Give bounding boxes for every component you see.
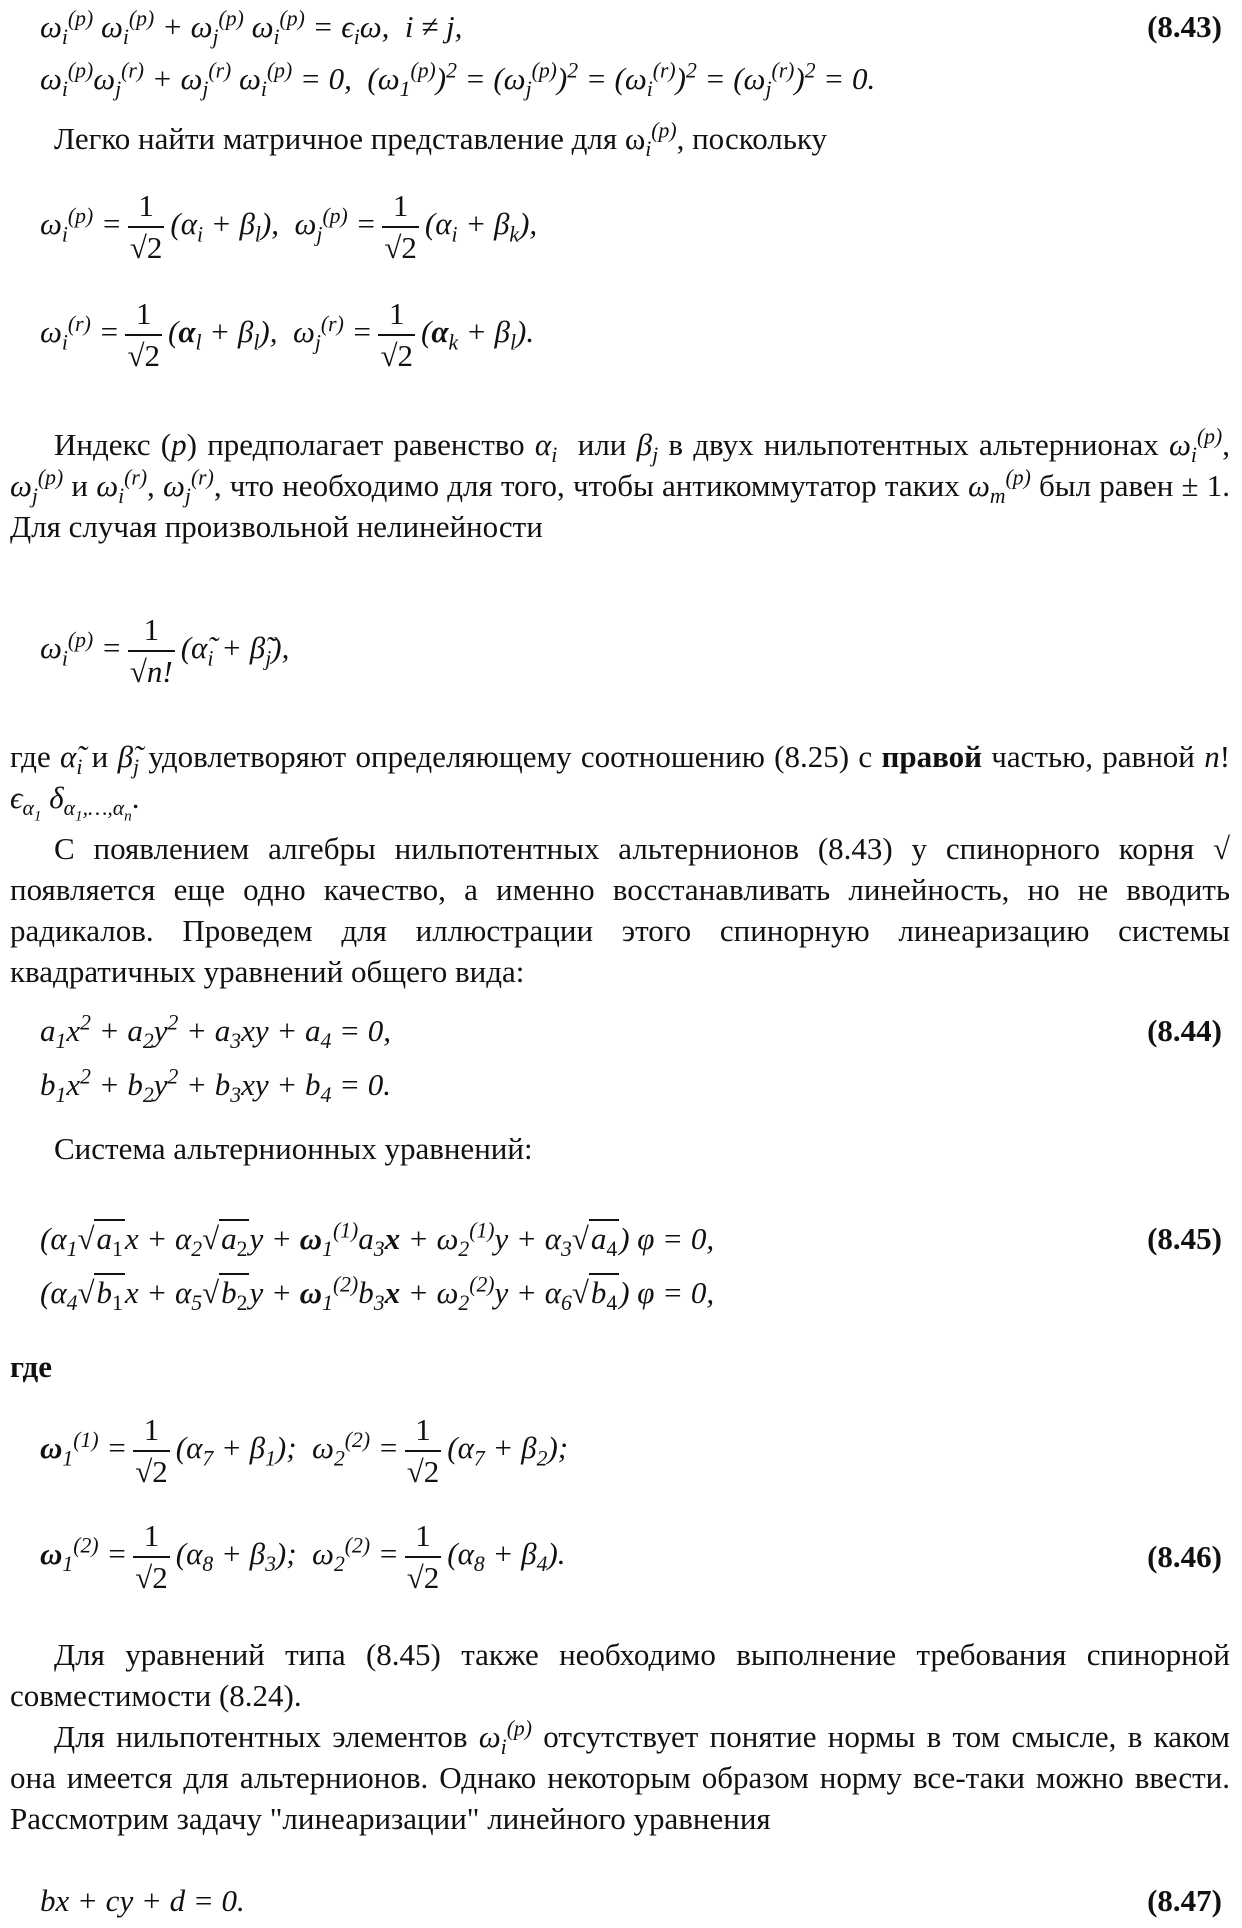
paragraph-norm: Для нильпотентных элементов $\omega_i^{(p)}$ отсутствует понятие нормы в том смысле, в каком она имеется для альтернионов. Однако некоторым образом норму все-таки можно ввести. Рассмотрим задачу "линеаризации" линейного уравнения [10,1716,1230,1836]
paragraph-definition-relation: где $\alphã_i$ и $\betã_j$ удовлетворяют определяющему соотношению (8.25) с правой частью, равной $n!\epsilon_{\alpha_1}$ $\delta_{\alpha_1,\dots,\alpha_n}$. [10,739,1231,825]
equation-8-44-line-1: $a_1x^2 + a_2y^2 + a_3xy + a_4 = 0$, (8.44) [40,1010,1222,1054]
equation-8-46-line-1: $\omega_1^{(1)}$ = $\frac{1}{√2}$ $(\alpha_7 + \beta_1)$; $\omega_2^{(2)}$ = $\frac{1}{√2}$ $(\alpha_7 + \beta_2)$; [40,1410,1222,1490]
equation-number: (8.44) [1147,1013,1222,1048]
equation-omega-p: $\omega_i^{(p)}$ = $\frac{1}{√2}$ $(\alpha_i + \beta_l)$, $\omega_j^{(p)}$ = $\frac{1}{√2}$ $(\alpha_i + \beta_k)$, [40,186,1222,266]
paragraph-nilpotent-algebra: С появлением алгебры нильпотентных альтернионов (8.43) у спинорного корня √ появляется еще одно качество, а именно восстанавливать линейность, но не вводить радикалов. Проведем для иллюстрации этого спинорную линеаризацию системы квадратичных уравнений общего вида: [10,831,1230,989]
paragraph-alternion-system: Система альтернионных уравнений: [54,1131,533,1166]
equation-8-47: bx + cy + d = 0. (8.47) [40,1880,1222,1924]
equation-omega-n: $\omega_i^{(p)}$ = $\frac{1}{√n!}$ ($\alphã_i$ + $\betã_j$), [40,610,1222,690]
equation-8-45-line-2: $(\alpha_4√b_1x + \alpha_5√b_2y + \omega_1^{(2)}b_3x + \omega_2^{(2)}y + \alpha_6√b_4) \varphi = 0$, [40,1272,715,1316]
equation-8-44-line-2: $b_1x^2 + b_2y^2 + b_3xy + b_4 = 0$. [40,1064,392,1108]
equation-omega-r: $\omega_i^{(r)}$ = $\frac{1}{√2}$ $(\alpha_l + \beta_l)$, $\omega_j^{(r)}$ = $\frac{1}{√2}$ $(\alpha_k + \beta_l)$. [40,294,1222,374]
equation-8-46-line-2: $\omega_1^{(2)}$ = $\frac{1}{√2}$ $(\alpha_8 + \beta_3)$; $\omega_2^{(2)}$ = $\frac{1}{√2}$ $(\alpha_8 + \beta_4)$. (8.46) [40,1516,1222,1596]
equation-8-45-line-1: $(\alpha_1√a_1x + \alpha_2√a_2y + \omega_1^{(1)}a_3x + \omega_2^{(1)}y + \alpha_3√a_4) \varphi = 0$, (8.45) [40,1218,1222,1262]
equation-number: (8.47) [1147,1883,1222,1918]
paragraph-index-p: Индекс (p) предполагает равенство $\alpha_i$ или $\beta_j$ в двух нильпотентных альтернионах $\omega_i^{(p)}$, $\omega_j^{(p)}$ и $\omega_i^{(r)}$, $\omega_j^{(r)}$, что необходимо для того, чтобы антикоммутатор таких $\omega_m^{(p)}$ был равен ± 1. Для случая произвольной нелинейности [10,424,1231,544]
equation-8-43-line-2: $\omega_i^{(p)}\omega_j^{(r)} + \omega_j^{(r)}$ $\omega_i^{(p)} = 0$, $(\omega_1^{(p)})^2 = (\omega_j^{(p)})^2 = (\omega_i^{(r)})^2 = (\omega_j^{(r)})^2 = 0$. [40,58,876,102]
equation-number: (8.45) [1147,1221,1222,1256]
where-label: где [10,1349,52,1384]
equation-number: (8.46) [1147,1539,1222,1574]
equation-number: (8.43) [1147,9,1222,44]
paragraph-matrix-representation: Легко найти матричное представление для $\omega_i^{(p)}$, поскольку [54,118,828,162]
equation-8-43-line-1: $\omega_i^{(p)}$ $\omega_i^{(p)} + \omega_j^{(p)}$ $\omega_i^{(p)} = \epsilon_i\omega$, i ≠ j, (8.43) [40,6,1222,50]
paragraph-compatibility: Для уравнений типа (8.45) также необходимо выполнение требования спинорной совместимости (8.24). [10,1637,1230,1713]
